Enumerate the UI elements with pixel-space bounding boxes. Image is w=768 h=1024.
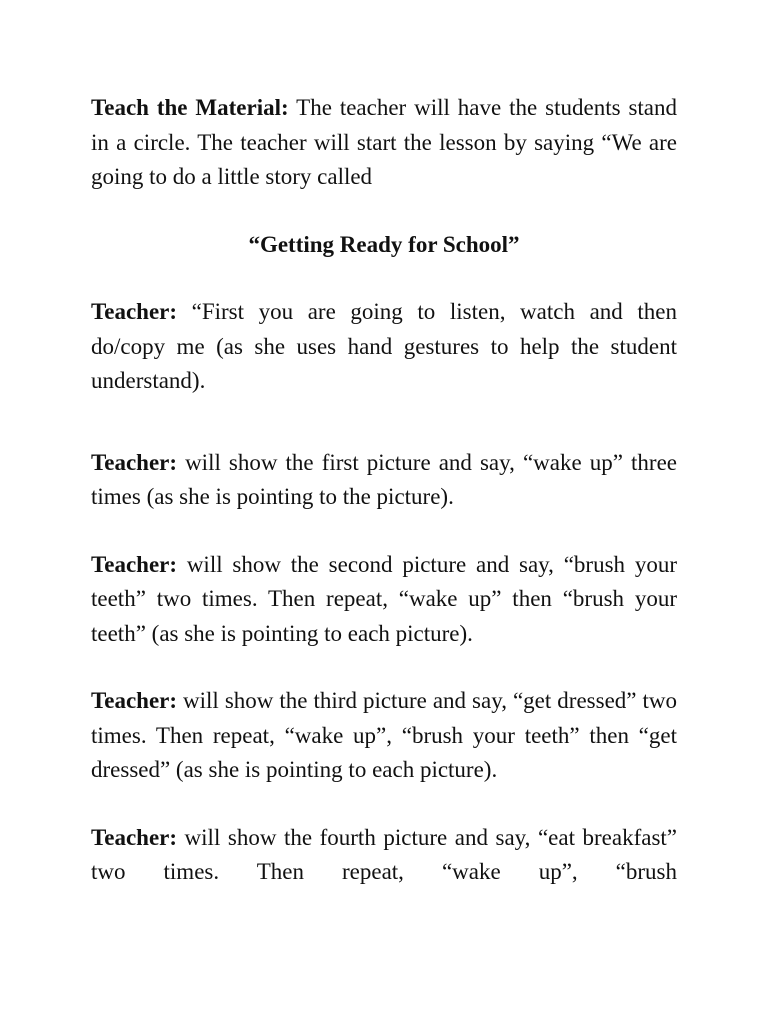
teacher-paragraph-2 (91, 446, 677, 515)
intro-label: Teach the Material: (91, 95, 289, 120)
teacher-paragraph-4 (91, 684, 677, 788)
paragraph-label: Teacher: (91, 824, 178, 850)
intro-paragraph (91, 91, 677, 195)
story-title: “Getting Ready for School” (248, 231, 520, 257)
paragraph-label: Teacher: (91, 688, 178, 713)
paragraph-label: Teacher: (91, 299, 178, 324)
document-page (91, 91, 677, 890)
teacher-paragraph-5 (91, 821, 677, 890)
paragraph-label: Teacher: (91, 551, 178, 577)
teacher-paragraph-1 (91, 295, 677, 399)
paragraph-text: will show the fourth picture and say, “eat breakfast” two times. Then repeat, “wake up”, “brush (91, 824, 677, 884)
teacher-paragraph-3 (91, 548, 677, 652)
intro-text: The teacher will have the students stand in a circle. The teacher will start the lesson by saying “We are going to do a little story called (91, 95, 677, 189)
paragraph-text: will show the first picture and say, “wake up” three times (as she is pointing to the picture). (91, 449, 677, 509)
paragraph-text: will show the second picture and say, “brush your teeth” two times. Then repeat, “wake up” then “brush your teeth” (as she is pointing to each picture). (91, 551, 677, 646)
paragraph-text: will show the third picture and say, “get dressed” two times. Then repeat, “wake up”, “brush your teeth” then “get dressed” (as she is pointing to each picture). (91, 688, 677, 782)
paragraph-text: “First you are going to listen, watch and then do/copy me (as she uses hand gestures to help the student understand). (91, 299, 677, 393)
paragraph-label: Teacher: (91, 449, 178, 475)
